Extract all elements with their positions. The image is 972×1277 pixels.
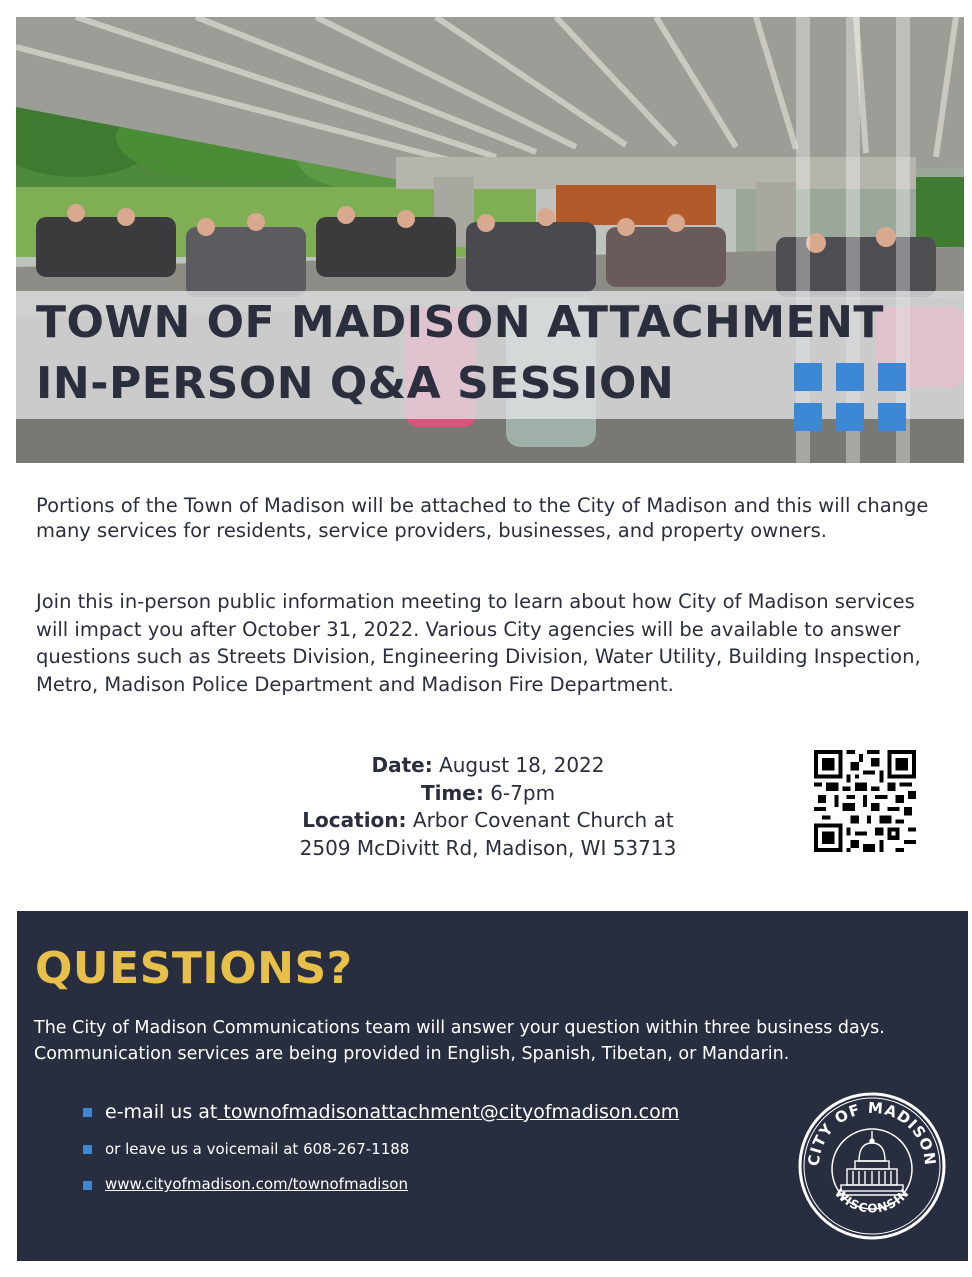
accent-square: [836, 403, 864, 431]
svg-text:CITY OF MADISON: CITY OF MADISON: [804, 1098, 940, 1167]
questions-panel: [17, 911, 968, 1261]
bullet-icon: [83, 1145, 92, 1154]
qr-code-icon[interactable]: [814, 750, 916, 852]
email-line: [105, 1101, 679, 1123]
city-of-madison-seal-icon: [797, 1091, 947, 1241]
date-value: August 18, 2022: [432, 753, 605, 777]
questions-description: The City of Madison Communications team will answer your question within three business days. Communication services are being provided in English, Spanish, Tibetan, or Mandarin.: [34, 1018, 885, 1064]
website-link[interactable]: www.cityofmadison.com/townofmadison: [105, 1175, 408, 1193]
svg-text:WISCONSIN: WISCONSIN: [831, 1185, 912, 1216]
location-label: Location:: [302, 808, 407, 832]
hero-photo: [16, 17, 964, 463]
event-time: [270, 780, 706, 808]
bullet-icon: [83, 1181, 92, 1190]
time-value: 6-7pm: [483, 780, 556, 805]
bullet-icon: [83, 1108, 92, 1117]
email-prefix: e-mail us at: [105, 1101, 218, 1123]
accent-square: [794, 363, 822, 391]
location-value: Arbor Covenant Church at: [406, 808, 674, 832]
intro-paragraph: Portions of the Town of Madison will be attached to the City of Madison and this will change many services for residents, service providers, businesses, and property owners.: [36, 494, 929, 542]
page-title-line-1: TOWN OF MADISON ATTACHMENT: [36, 297, 884, 348]
accent-square: [878, 363, 906, 391]
questions-heading: QUESTIONS?: [35, 943, 353, 994]
accent-square: [794, 403, 822, 431]
time-label: Time:: [420, 780, 484, 805]
event-address: 2509 McDivitt Rd, Madison, WI 53713: [299, 835, 677, 860]
email-link[interactable]: townofmadisonattachment@cityofmadison.com: [217, 1101, 680, 1123]
event-location: [270, 807, 706, 835]
voicemail-line: or leave us a voicemail at 608-267-1188: [105, 1140, 410, 1158]
accent-square: [836, 363, 864, 391]
event-details: [270, 752, 706, 862]
page-title-line-2: IN-PERSON Q&A SESSION: [36, 358, 675, 409]
date-label: Date:: [371, 753, 433, 777]
event-date: [270, 752, 706, 780]
accent-square: [878, 403, 906, 431]
details-paragraph: Join this in-person public information meeting to learn about how City of Madison services will impact you after October 31, 2022. Various City agencies will be available to answer questions such as Streets Division, Engineering Division, Water Utility, Building Inspection, Metro, Madison Police Department and Madison Fire Department.: [36, 590, 921, 696]
